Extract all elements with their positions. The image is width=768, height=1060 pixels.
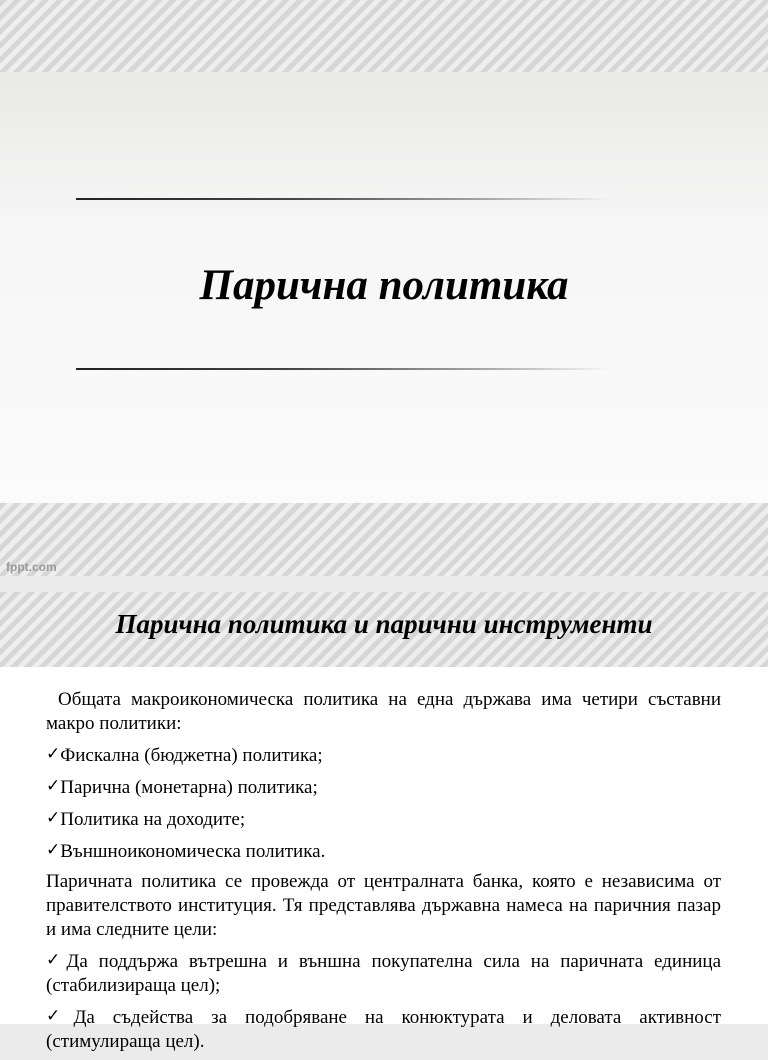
bottom-stripe-band <box>0 503 768 576</box>
policy-item-text: Външноикономическа политика. <box>60 841 326 862</box>
checkmark-icon: ✓ <box>46 808 61 827</box>
policy-item-text: Политика на доходите; <box>60 809 246 830</box>
policy-item-text: Фискална (бюджетна) политика; <box>60 745 323 766</box>
checkmark-icon: ✓ <box>46 744 61 763</box>
list-item <box>46 838 721 864</box>
slide-title: Парична политика <box>199 262 569 309</box>
policy-item-text: Парична (монетарна) политика; <box>60 777 318 798</box>
intro-paragraph: Общата макроикономическа политика на една държава има четири съставни макро политики: <box>46 689 721 734</box>
list-item <box>46 1004 721 1054</box>
watermark: fppt.com <box>6 560 57 574</box>
list-item <box>46 774 721 800</box>
checkmark-icon: ✓ <box>46 776 61 795</box>
slide-content <box>46 688 721 1060</box>
upper-divider <box>76 198 611 200</box>
list-item <box>46 742 721 768</box>
list-item <box>46 806 721 832</box>
checkmark-icon: ✓ <box>46 1006 74 1025</box>
lower-divider <box>76 368 611 370</box>
goal-item-text: Да съдейства за подобряване на конюктурата и деловата активност (стимулираща цел). <box>46 1007 722 1052</box>
goal-item-text: Да поддържа вътрешна и външна покупателна сила на паричната единица (стабилизираща цел); <box>46 951 721 996</box>
top-stripe-band <box>0 0 768 72</box>
checkmark-icon: ✓ <box>46 950 67 969</box>
checkmark-icon: ✓ <box>46 840 61 859</box>
list-item <box>46 948 721 998</box>
body-paragraph: Паричната политика се провежда от централната банка, която е независима от правителството институция. Тя представлява държавна намеса на паричния пазар и има следните цели: <box>46 871 721 940</box>
content-slide-title: Парична политика и парични инструменти <box>115 609 653 639</box>
content-slide <box>0 592 768 1052</box>
